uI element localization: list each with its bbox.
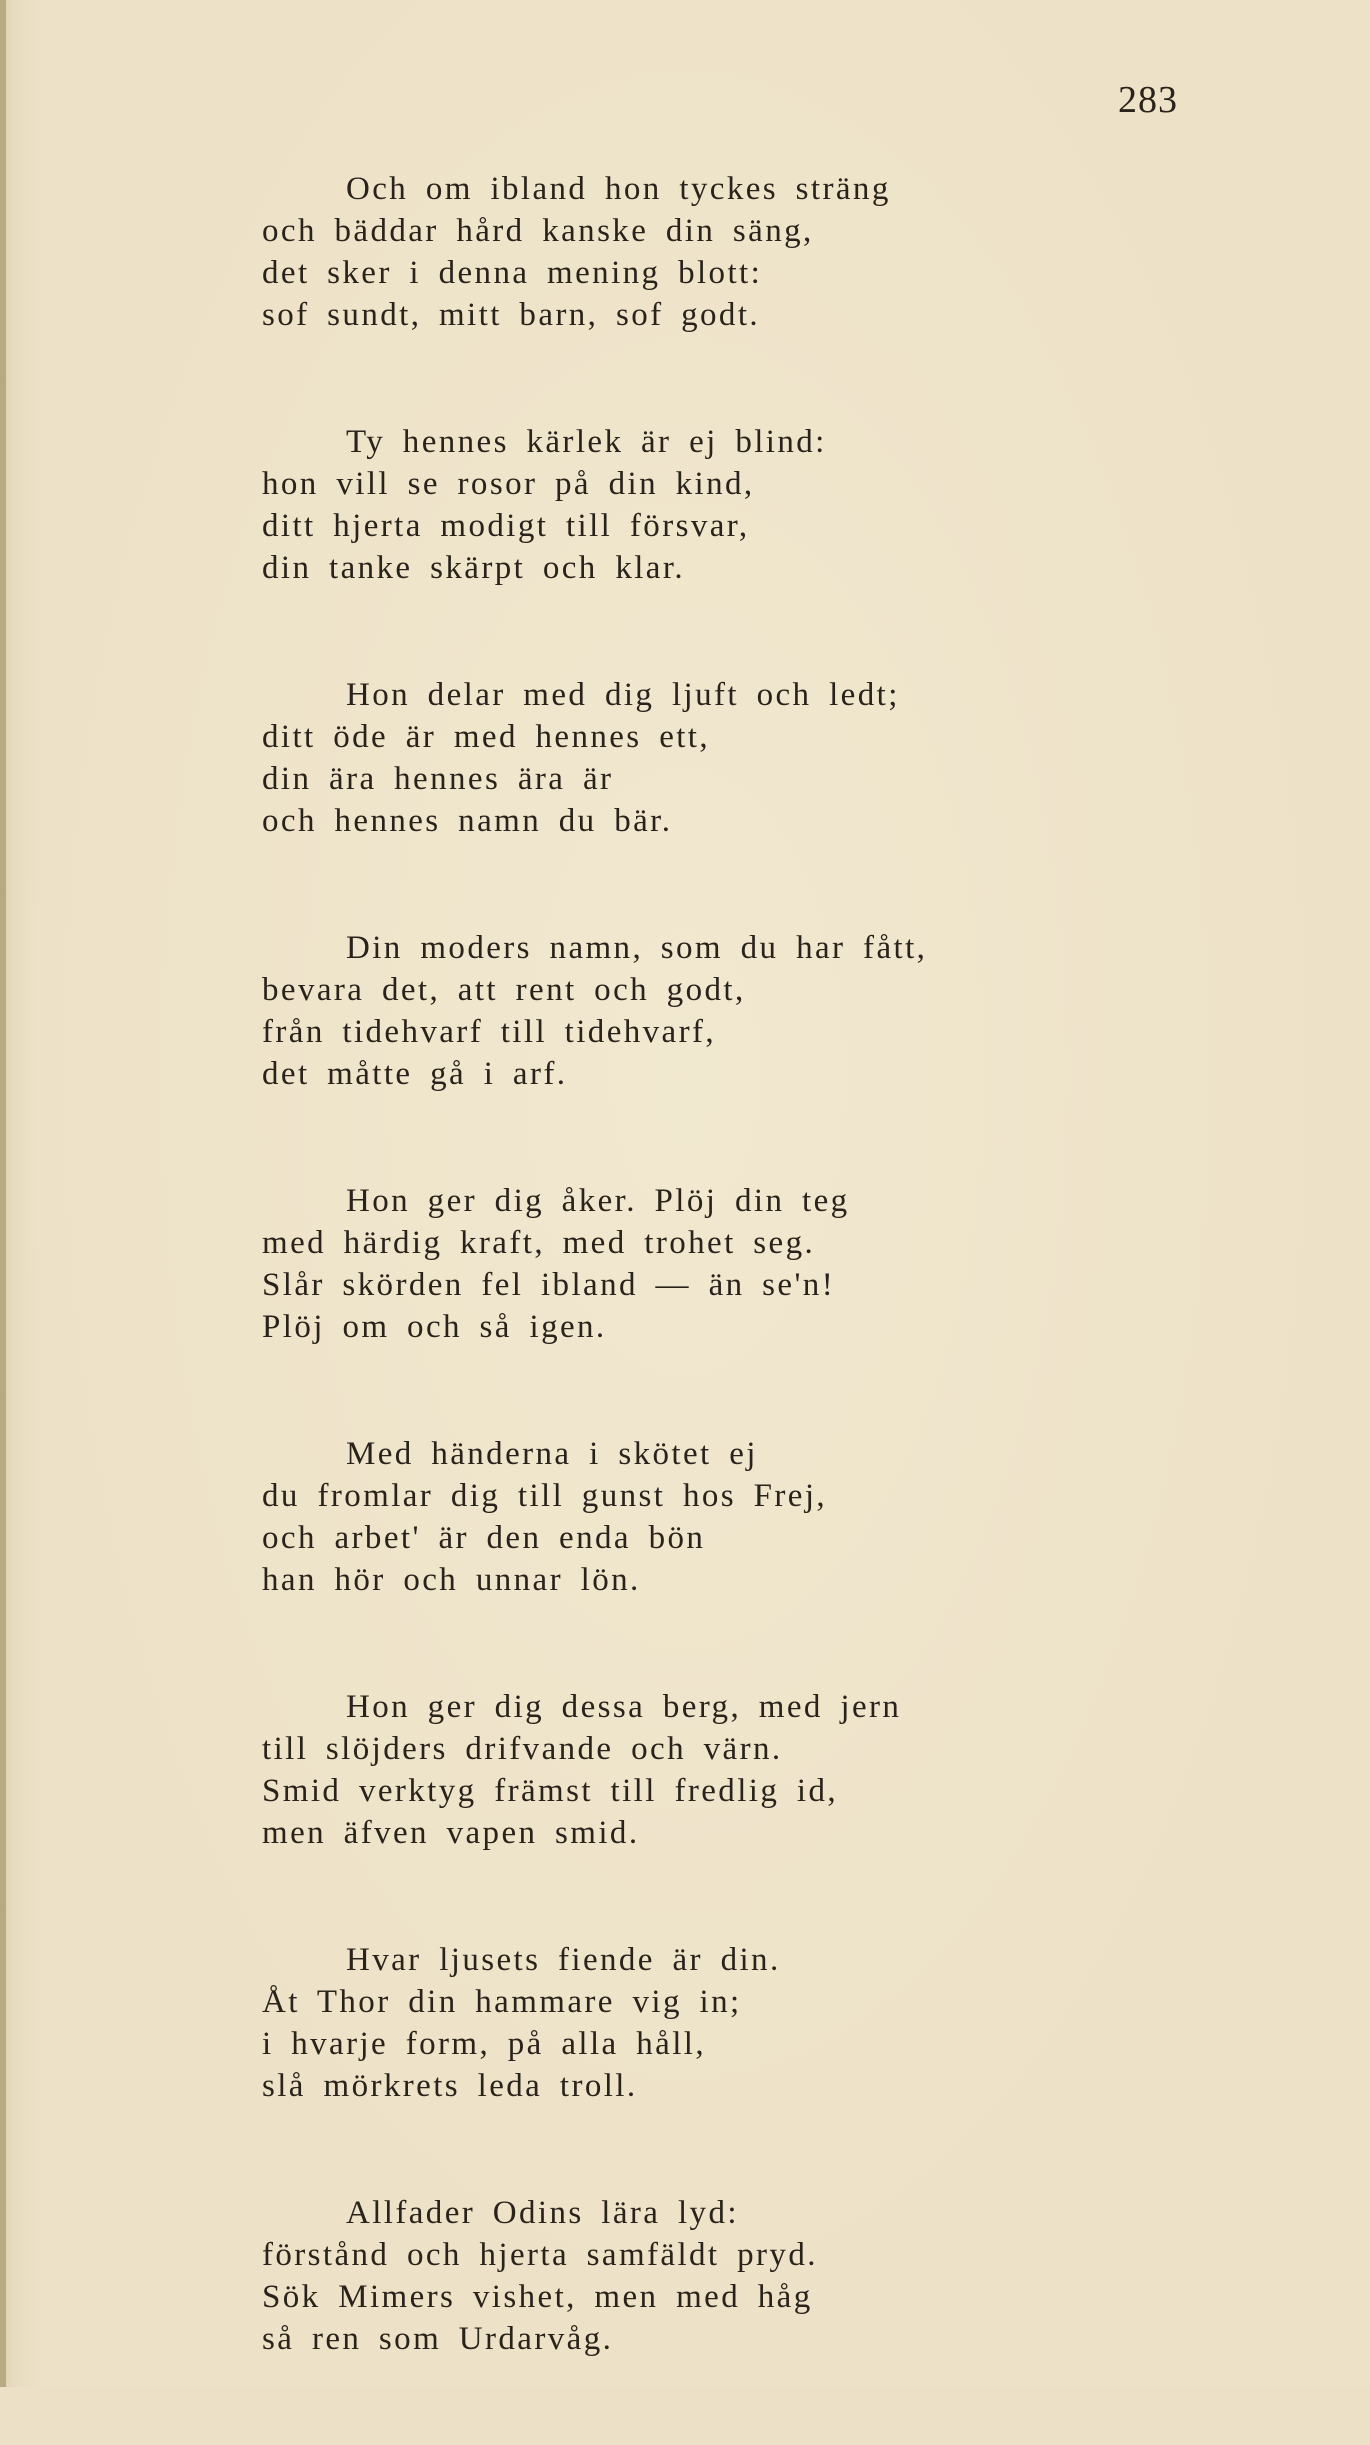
poem-line: ditt hjerta modigt till försvar,	[262, 508, 750, 544]
poem-line: i hvarje form, på alla håll,	[262, 2026, 706, 2062]
stanza-4	[262, 927, 1022, 1095]
poem-line: Hon delar med dig ljuft och ledt;	[346, 677, 900, 713]
poem-line: Smid verktyg främst till fredlig id,	[262, 1773, 839, 1809]
poem-line: Allfader Odins lära lyd:	[346, 2195, 739, 2231]
poem-line: sof sundt, mitt barn, sof godt.	[262, 297, 761, 333]
poem-line: han hör och unnar lön.	[262, 1562, 641, 1598]
stanza-6	[262, 1433, 1022, 1601]
stanza-3	[262, 674, 1022, 842]
binding-edge	[0, 0, 6, 2387]
poem-line: ditt öde är med hennes ett,	[262, 719, 711, 755]
stanza-1	[262, 168, 1022, 336]
poem-line: Plöj om och så igen.	[262, 1309, 607, 1345]
poem-line: Slår skörden fel ibland — än se'n!	[262, 1267, 836, 1303]
stanza-8	[262, 1939, 1022, 2107]
poem-line: från tidehvarf till tidehvarf,	[262, 1014, 717, 1050]
poem-line: med härdig kraft, med trohet seg.	[262, 1225, 816, 1261]
poem-line: det måtte gå i arf.	[262, 1056, 568, 1092]
poem-line: Sök Mimers vishet, men med håg	[262, 2279, 813, 2315]
poem-line: så ren som Urdarvåg.	[262, 2321, 614, 2357]
poem-line: hon vill se rosor på din kind,	[262, 466, 755, 502]
poem-line: Ty hennes kärlek är ej blind:	[346, 424, 827, 460]
stanza-5	[262, 1180, 1022, 1348]
stanza-9	[262, 2192, 1022, 2360]
poem-line: Hon ger dig dessa berg, med jern	[346, 1689, 902, 1725]
poem-line: och arbet' är den enda bön	[262, 1520, 706, 1556]
poem	[262, 168, 1022, 2445]
poem-line: och hennes namn du bär.	[262, 803, 673, 839]
poem-line: bevara det, att rent och godt,	[262, 972, 746, 1008]
poem-line: din tanke skärpt och klar.	[262, 550, 686, 586]
poem-line: Och om ibland hon tyckes sträng	[346, 171, 891, 207]
poem-line: du fromlar dig till gunst hos Frej,	[262, 1478, 828, 1514]
poem-line: Åt Thor din hammare vig in;	[262, 1984, 742, 2020]
poem-line: förstånd och hjerta samfäldt pryd.	[262, 2237, 818, 2273]
poem-line: och bäddar hård kanske din säng,	[262, 213, 814, 249]
poem-line: till slöjders drifvande och värn.	[262, 1731, 783, 1767]
poem-line: det sker i denna mening blott:	[262, 255, 763, 291]
page-number: 283	[1118, 79, 1178, 121]
poem-line: Hvar ljusets fiende är din.	[346, 1942, 781, 1978]
poem-line: men äfven vapen smid.	[262, 1815, 640, 1851]
poem-line: Med händerna i skötet ej	[346, 1436, 758, 1472]
poem-line: din ära hennes ära är	[262, 761, 614, 797]
stanza-7	[262, 1686, 1022, 1854]
poem-line: Hon ger dig åker. Plöj din teg	[346, 1183, 850, 1219]
stanza-2	[262, 421, 1022, 589]
poem-line: Din moders namn, som du har fått,	[346, 930, 928, 966]
poem-line: slå mörkrets leda troll.	[262, 2068, 638, 2104]
